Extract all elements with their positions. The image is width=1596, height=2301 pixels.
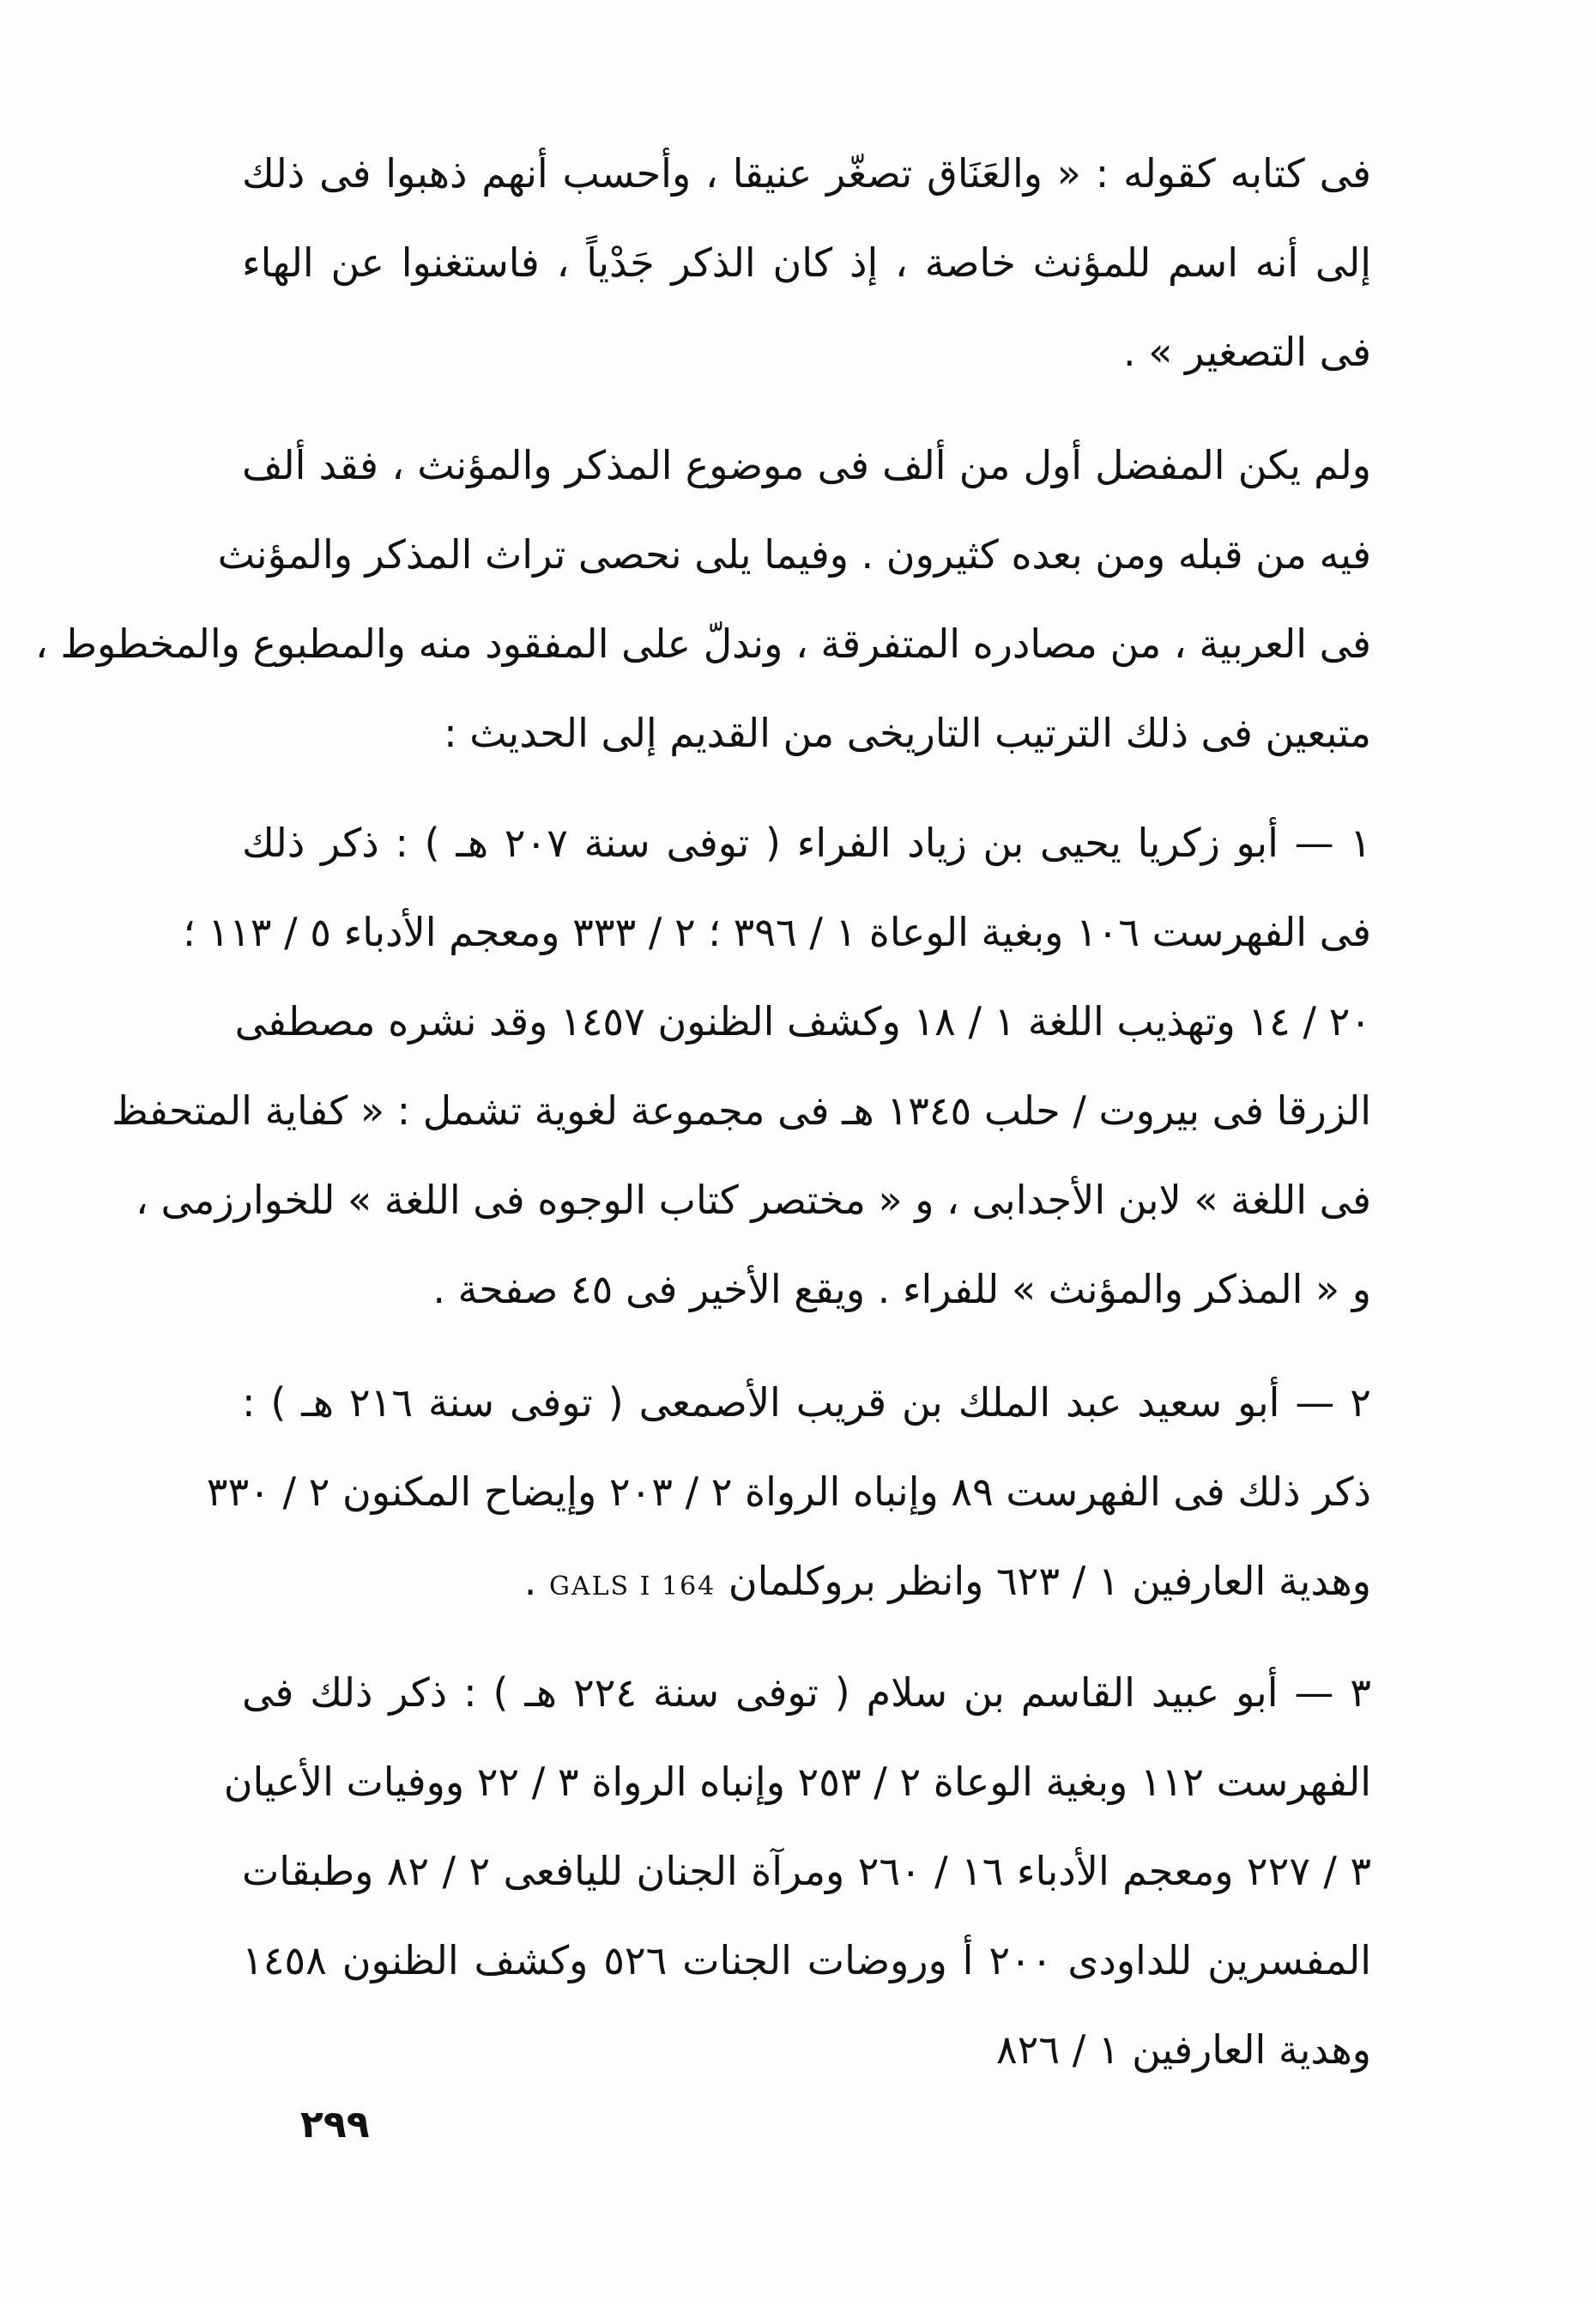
text-line: وهدية العارفين ١ / ٨٢٦: [995, 2026, 1371, 2073]
text-line: فى اللغة » لابن الأجدابى ، و « مختصر كتاب الوجوه فى اللغة » للخوارزمى ،: [136, 1177, 1371, 1223]
text-line: ٢ — أبو سعيد عبد الملك بن قريب الأصمعى ( توفى سنة ٢١٦ هـ ) :: [242, 1379, 1371, 1426]
text-line: و « المذكر والمؤنث » للفراء . ويقع الأخير فى ٤٥ صفحة .: [432, 1266, 1371, 1312]
latin-reference: GALS I 164: [548, 1571, 716, 1602]
paragraph-introduction: [35, 421, 1371, 778]
text-line: [242, 1536, 1371, 1632]
text-line: فى كتابه كقوله : « والعَنَاق تصغّر عنيقا ، وأحسب أنهم ذهبوا فى ذلك: [242, 150, 1371, 197]
text-line: متبعين فى ذلك الترتيب التاريخى من القديم إلى الحديث :: [444, 710, 1371, 756]
entry-1-farra: [112, 798, 1372, 1334]
paragraph-quote-continuation: [242, 129, 1371, 397]
text-line: إلى أنه اسم للمؤنث خاصة ، إذ كان الذكر جَدْياً ، فاستغنوا عن الهاء: [242, 239, 1371, 286]
text-line: الفهرست ١١٢ وبغية الوعاة ٢ / ٢٥٣ وإنباه الرواة ٣ / ٢٢ ووفيات الأعيان: [223, 1759, 1371, 1805]
text-line: ولم يكن المفضل أول من ألف فى موضوع المذكر والمؤنث ، فقد ألف: [242, 442, 1371, 488]
text-line: الزرقا فى بيروت / حلب ١٣٤٥ هـ فى مجموعة لغوية تشمل : « كفاية المتحفظ: [112, 1087, 1371, 1134]
text-line: فيه من قبله ومن بعده كثيرون . وفيما يلى نحصى تراث المذكر والمؤنث: [217, 531, 1371, 578]
page-number: ٢٩٩: [300, 2103, 370, 2147]
text-line: فى الفهرست ١٠٦ وبغية الوعاة ١ / ٣٩٦ ؛ ٢ / ٣٣٣ ومعجم الأدباء ٥ / ١١٣ ؛: [183, 909, 1371, 955]
text-line: فى التصغير » .: [1123, 329, 1371, 375]
text-line: ٣ / ٢٢٧ ومعجم الأدباء ١٦ / ٢٦٠ ومرآة الجنان لليافعى ٢ / ٨٢ وطبقات: [242, 1848, 1372, 1894]
text-line: ٢٠ / ١٤ وتهذيب اللغة ١ / ١٨ وكشف الظنون ١٤٥٧ وقد نشره مصطفى: [234, 998, 1371, 1045]
text-line: ٣ — أبو عبيد القاسم بن سلام ( توفى سنة ٢٢٤ هـ ) : ذكر ذلك فى: [242, 1669, 1371, 1716]
entry-2-asmai: [206, 1358, 1371, 1632]
text-line: المفسرين للداودى ٢٠٠ أ وروضات الجنات ٥٢٦ وكشف الظنون ١٤٥٨: [242, 1937, 1371, 1983]
text-line: ذكر ذلك فى الفهرست ٨٩ وإنباه الرواة ٢ / ٢٠٣ وإيضاح المكنون ٢ / ٣٣٠: [206, 1468, 1371, 1515]
text-line: فى العربية ، من مصادره المتفرقة ، وندلّ على المفقود منه والمطبوع والمخطوط ،: [35, 621, 1371, 667]
punctuation: .: [523, 1558, 549, 1604]
text-line: ١ — أبو زكريا يحيى بن زياد الفراء ( توفى سنة ٢٠٧ هـ ) : ذكر ذلك: [242, 820, 1372, 866]
entry-3-abu-ubayd: [223, 1648, 1372, 2094]
text-segment: وهدية العارفين ١ / ٦٢٣ وانظر بروكلمان: [728, 1558, 1371, 1604]
